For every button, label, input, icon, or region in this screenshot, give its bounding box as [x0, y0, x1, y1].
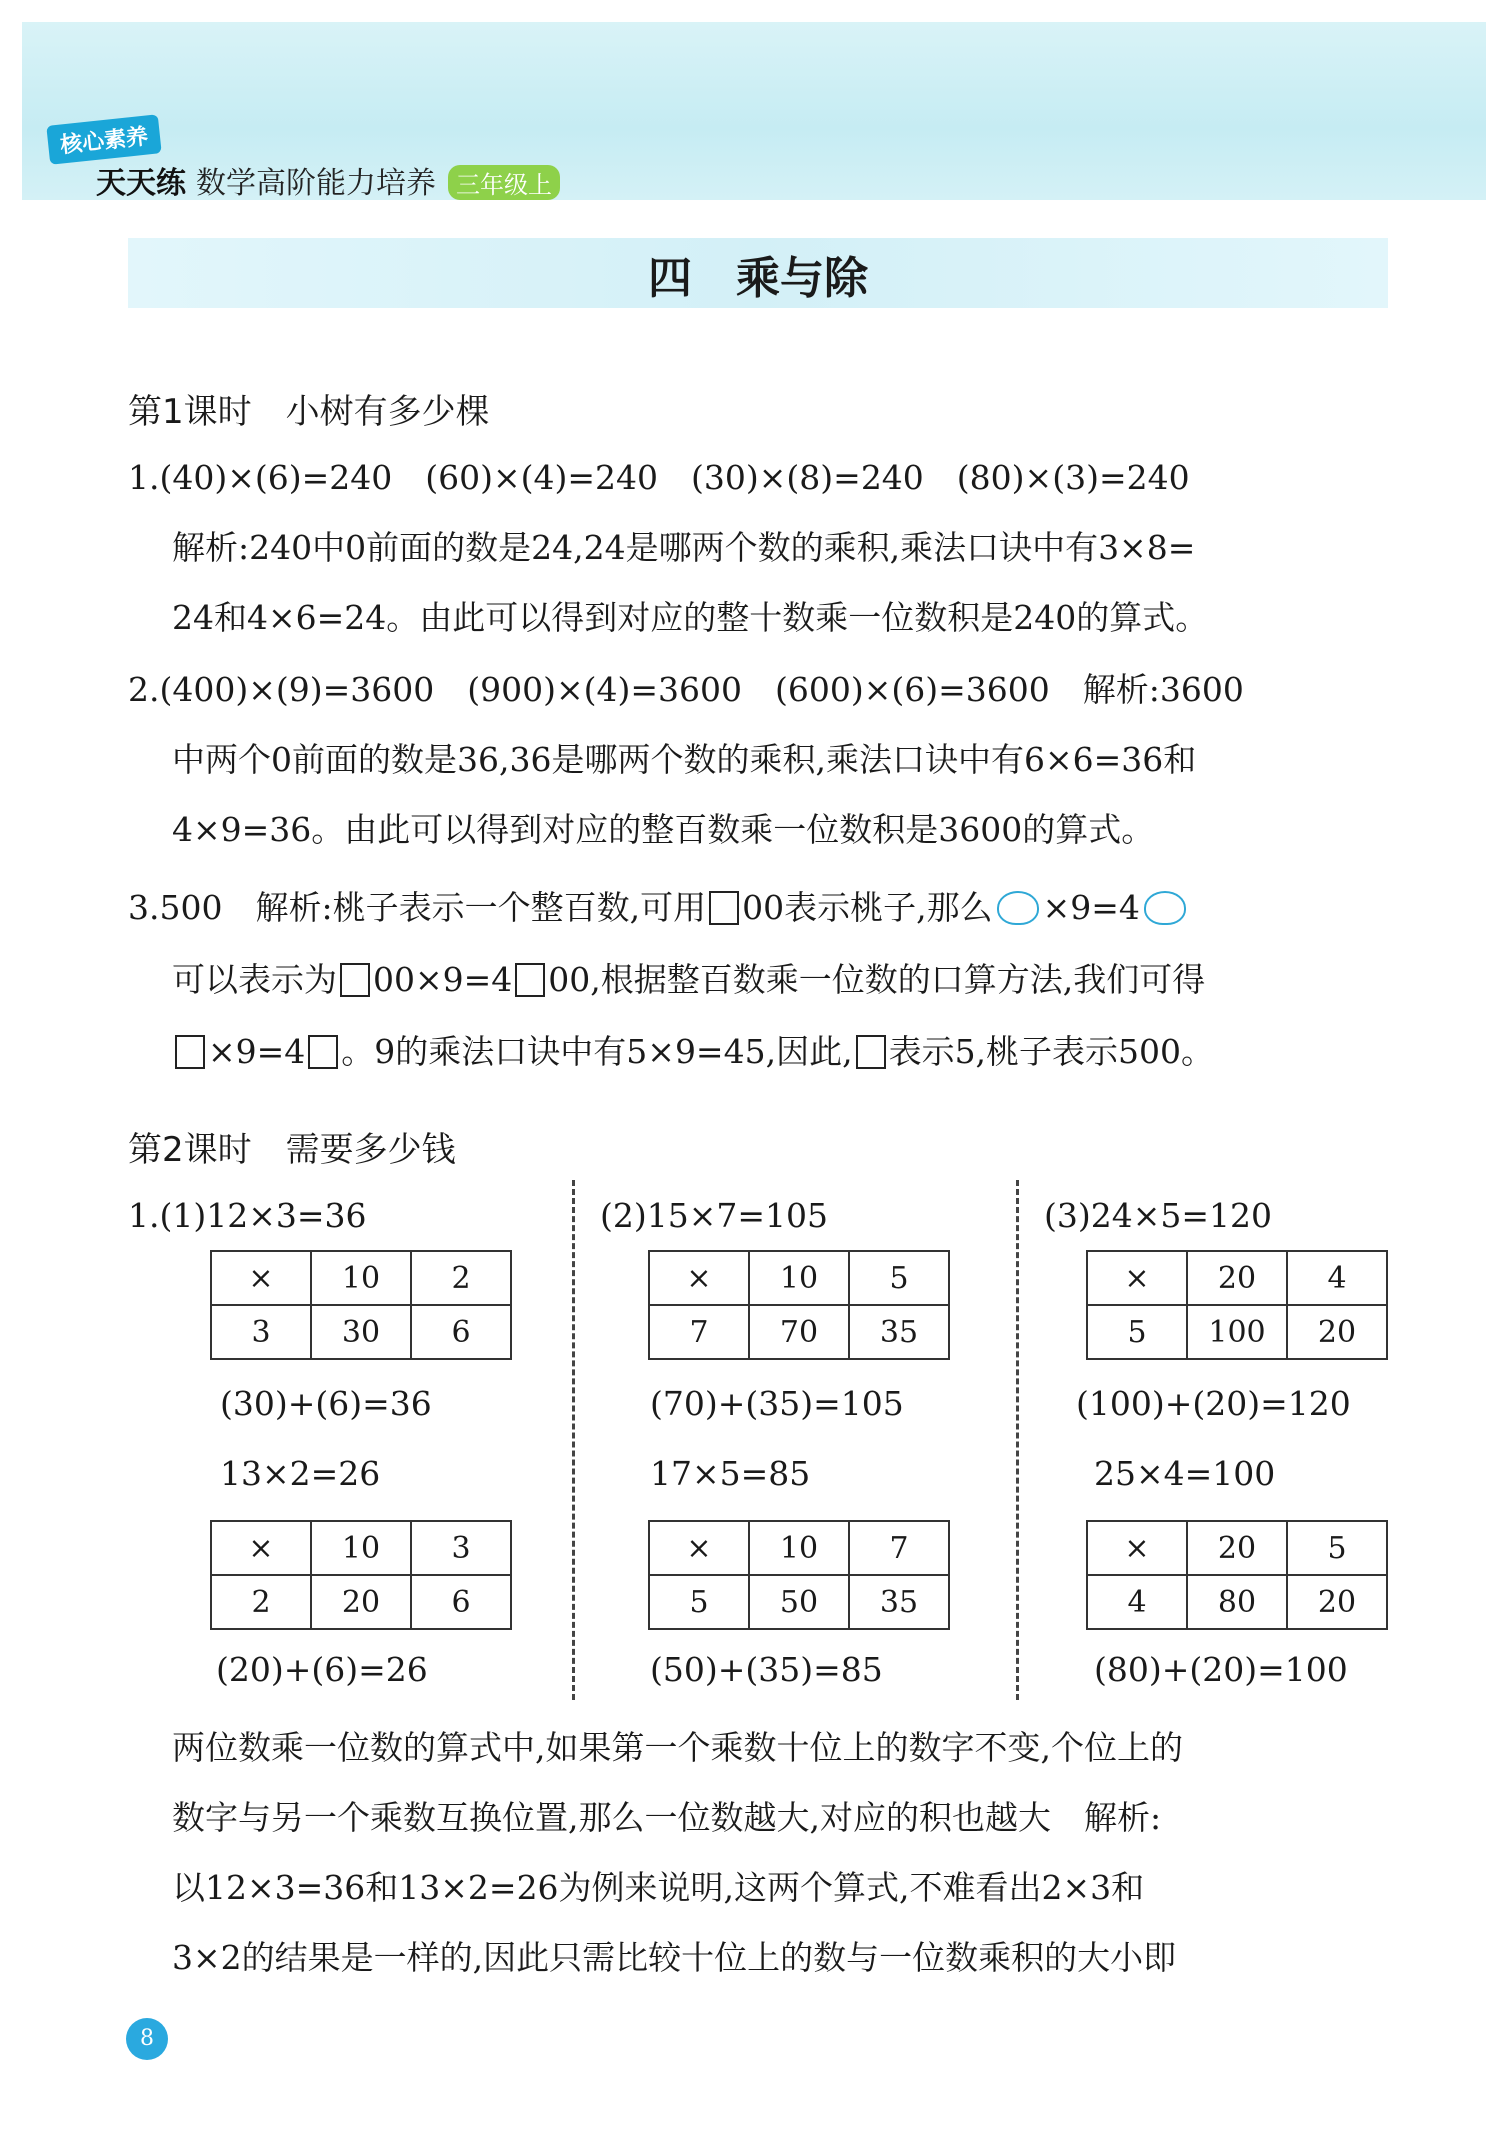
- c1-sum2: (20)+(6)=26: [216, 1650, 428, 1689]
- column-divider: [572, 1180, 575, 1700]
- c2-question: (2)15×7=105: [600, 1196, 829, 1235]
- table-cell: 20: [1187, 1251, 1287, 1305]
- conclusion-line: 两位数乘一位数的算式中,如果第一个乘数十位上的数字不变,个位上的: [172, 1728, 1183, 1767]
- square-box: [856, 1035, 886, 1069]
- table-cell: ×: [649, 1251, 749, 1305]
- c1-question2: 13×2=26: [220, 1454, 381, 1493]
- peach-icon: [997, 891, 1039, 925]
- table-cell: 30: [311, 1305, 411, 1359]
- l1-line: 2.(400)×(9)=3600 (900)×(4)=3600 (600)×(6)=3600 解析:3600: [128, 670, 1244, 709]
- table-cell: 6: [411, 1575, 511, 1629]
- table-cell: 10: [311, 1521, 411, 1575]
- square-box: [709, 891, 739, 925]
- table-cell: 10: [749, 1521, 849, 1575]
- table-cell: 20: [311, 1575, 411, 1629]
- brand-name: 天天练: [96, 166, 186, 201]
- table-cell: 80: [1187, 1575, 1287, 1629]
- q3-text: 。9的乘法口诀中有5×9=45,因此,: [341, 1032, 853, 1071]
- table-cell: ×: [211, 1521, 311, 1575]
- l1-line: 4×9=36。由此可以得到对应的整百数乘一位数积是3600的算式。: [172, 810, 1155, 849]
- table-cell: 5: [1087, 1305, 1187, 1359]
- conclusion-line: 数字与另一个乘数互换位置,那么一位数越大,对应的积也越大 解析:: [172, 1798, 1162, 1837]
- peach-icon: [1144, 891, 1186, 925]
- multiplication-table: [648, 1250, 950, 1360]
- lesson2-title: 第2课时 需要多少钱: [128, 1130, 456, 1170]
- table-cell: 20: [1187, 1521, 1287, 1575]
- table-cell: 4: [1287, 1251, 1387, 1305]
- brand-line: [96, 158, 560, 202]
- multiplication-table: [1086, 1520, 1388, 1630]
- table-cell: 2: [211, 1575, 311, 1629]
- conclusion-line: 3×2的结果是一样的,因此只需比较十位上的数与一位数乘积的大小即: [172, 1938, 1177, 1977]
- c2-question2: 17×5=85: [650, 1454, 811, 1493]
- c3-sum: (100)+(20)=120: [1076, 1384, 1351, 1423]
- table-cell: 20: [1287, 1575, 1387, 1629]
- multiplication-table: [1086, 1250, 1388, 1360]
- table-cell: ×: [1087, 1251, 1187, 1305]
- column-divider: [1016, 1180, 1019, 1700]
- table-cell: 35: [849, 1305, 949, 1359]
- c2-sum2: (50)+(35)=85: [650, 1650, 883, 1689]
- q3-text: 3.500 解析:桃子表示一个整百数,可用: [128, 888, 707, 927]
- c3-question2: 25×4=100: [1094, 1454, 1276, 1493]
- brand-subtitle: 数学高阶能力培养: [196, 166, 436, 201]
- q3-text: 00,根据整百数乘一位数的口算方法,我们可得: [548, 960, 1206, 999]
- page-number: 8: [126, 2018, 168, 2060]
- table-cell: 5: [1287, 1521, 1387, 1575]
- grade-tag: 三年级上: [448, 165, 560, 200]
- table-cell: 20: [1287, 1305, 1387, 1359]
- table-cell: 3: [211, 1305, 311, 1359]
- square-box: [308, 1035, 338, 1069]
- q3-line2: [172, 954, 1205, 1001]
- c3-sum2: (80)+(20)=100: [1094, 1650, 1348, 1689]
- table-cell: 35: [849, 1575, 949, 1629]
- table-cell: 70: [749, 1305, 849, 1359]
- table-cell: 100: [1187, 1305, 1287, 1359]
- square-box: [515, 963, 545, 997]
- l1-line: 解析:240中0前面的数是24,24是哪两个数的乘积,乘法口诀中有3×8=: [172, 528, 1196, 567]
- table-cell: 3: [411, 1521, 511, 1575]
- table-cell: 10: [749, 1251, 849, 1305]
- q3-text: 可以表示为: [172, 960, 337, 999]
- table-cell: 5: [649, 1575, 749, 1629]
- table-cell: 7: [849, 1521, 949, 1575]
- l1-line: 24和4×6=24。由此可以得到对应的整十数乘一位数积是240的算式。: [172, 598, 1209, 637]
- table-cell: 5: [849, 1251, 949, 1305]
- c1-sum: (30)+(6)=36: [220, 1384, 432, 1423]
- l1-line: 1.(40)×(6)=240 (60)×(4)=240 (30)×(8)=240 (80)×(3)=240: [128, 458, 1190, 497]
- q3-text: 表示5,桃子表示500。: [888, 1032, 1215, 1071]
- c1-question: 1.(1)12×3=36: [128, 1196, 367, 1235]
- table-cell: 10: [311, 1251, 411, 1305]
- badge-label: 核心素养: [46, 114, 161, 164]
- table-cell: 2: [411, 1251, 511, 1305]
- q3-text: ×9=4: [208, 1032, 306, 1071]
- table-cell: ×: [649, 1521, 749, 1575]
- q3-line1: [128, 882, 1190, 929]
- square-box: [340, 963, 370, 997]
- table-cell: 4: [1087, 1575, 1187, 1629]
- c3-question: (3)24×5=120: [1044, 1196, 1273, 1235]
- table-cell: ×: [1087, 1521, 1187, 1575]
- square-box: [175, 1035, 205, 1069]
- q3-text: ×9=4: [1042, 888, 1140, 927]
- multiplication-table: [210, 1250, 512, 1360]
- q3-line3: [172, 1026, 1214, 1073]
- q3-text: 00表示桃子,那么: [742, 888, 993, 927]
- c2-sum: (70)+(35)=105: [650, 1384, 904, 1423]
- table-cell: ×: [211, 1251, 311, 1305]
- multiplication-table: [648, 1520, 950, 1630]
- lesson1-title: 第1课时 小树有多少棵: [128, 392, 490, 432]
- table-cell: 7: [649, 1305, 749, 1359]
- table-cell: 50: [749, 1575, 849, 1629]
- table-cell: 6: [411, 1305, 511, 1359]
- conclusion-line: 以12×3=36和13×2=26为例来说明,这两个算式,不难看出2×3和: [172, 1868, 1145, 1907]
- l1-line: 中两个0前面的数是36,36是哪两个数的乘积,乘法口诀中有6×6=36和: [172, 740, 1197, 779]
- q3-text: 00×9=4: [373, 960, 513, 999]
- multiplication-table: [210, 1520, 512, 1630]
- chapter-title: 四 乘与除: [648, 253, 868, 304]
